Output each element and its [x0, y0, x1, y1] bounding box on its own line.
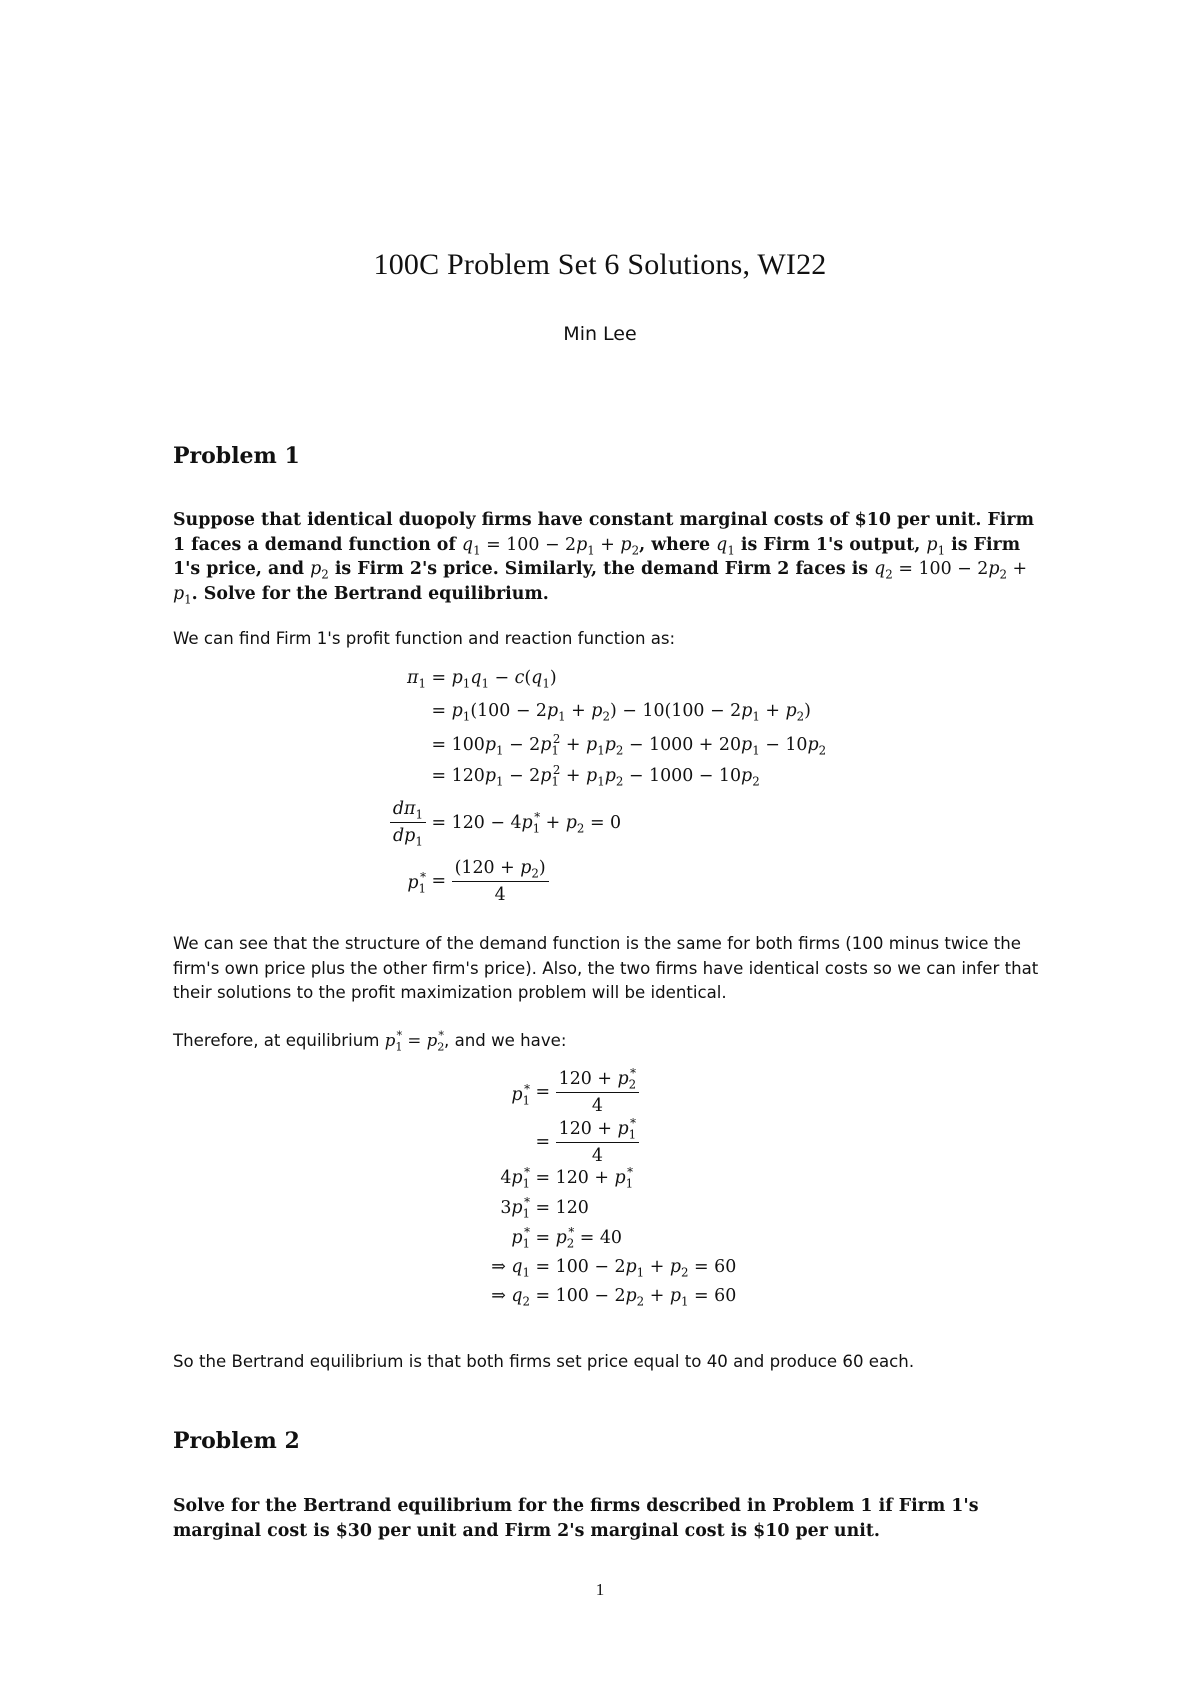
eq-rhs: = $100 - 2p_1 + p_2 = 60$	[530, 1257, 737, 1280]
eq-rhs: = $120 - 4p_1^* + p_2 = 0$	[426, 810, 622, 836]
eq-rhs: = $p_1(100 - 2p_1 + p_2) - 10(100 - 2p_1 + p_2)$	[426, 701, 811, 724]
demand-eq-firm1: $q_1 = 100 - 2p_1 + p_2$	[461, 534, 640, 557]
problem-1-heading: Problem 1	[173, 443, 300, 469]
problem-2-heading: Problem 2	[173, 1428, 300, 1454]
eq-rhs: = $p_2^* = 40$	[530, 1225, 622, 1251]
eq-lhs: $4p_1^*$	[500, 1165, 531, 1191]
eq-rhs: = $120p_1 - 2p_1^2 + p_1p_2 - 1000 - 10p_2$	[426, 763, 760, 789]
document-title: 100C Problem Set 6 Solutions, WI22	[373, 248, 827, 281]
profit-intro-text: We can find Firm 1's profit function and reaction function as:	[173, 629, 676, 648]
eq-lhs: $p_1^*$	[511, 1225, 531, 1251]
eq-rhs: = $\frac{(120 + p_2)}{4}$	[426, 855, 549, 908]
eq-lhs: $3p_1^*$	[500, 1195, 531, 1221]
eq-lhs: $p_1^*$	[407, 870, 427, 896]
explanation-text: We can see that the structure of the demand function is the same for both firms (100 minus twice the firm's own price plus the other firm's price). Also, the two firms have identical costs so we can infer that their solutions to the profit maximization problem will be identical.	[173, 934, 1039, 1002]
eq-lhs: ⇒ $q_2$	[491, 1286, 530, 1309]
problem-1-statement: Suppose that identical duopoly firms have constant marginal costs of $10 per unit. Firm 1 faces a demand function of $q_1 = 100 - 2p_1 + p_2$, where $q_1$ is Firm 1's output, $p_1$ is Firm 1's price, and $p_2$ is Firm 2's price. Similarly, the demand Firm 2 faces is $q_2 = 100 - 2p_2 + p_1$. Solve for the Bertrand equilibrium.	[173, 510, 1034, 606]
eq-lhs: $\frac{d\pi_1}{dp_1}$	[360, 796, 426, 849]
demand-eq-firm2: $q_2 = 100 - 2p_2 + p_1$	[173, 559, 1028, 606]
eq-rhs: = $100 - 2p_2 + p_1 = 60$	[530, 1286, 737, 1309]
eq-lhs: ⇒ $q_1$	[491, 1257, 530, 1280]
author-name: Min Lee	[563, 323, 637, 345]
eq-rhs: = $100p_1 - 2p_1^2 + p_1p_2 - 1000 + 20p_1 - 10p_2$	[426, 732, 827, 758]
eq-lhs: $p_1^*$	[511, 1082, 531, 1108]
eq-lhs: $\pi_1$	[407, 668, 426, 691]
conclusion-text: So the Bertrand equilibrium is that both firms set price equal to 40 and produce 60 each.	[173, 1352, 915, 1371]
problem-2-statement: Solve for the Bertrand equilibrium for the firms described in Problem 1 if Firm 1's marginal cost is $30 per unit and Firm 2's marginal cost is $10 per unit.	[173, 1496, 979, 1541]
page-number: 1	[595, 1580, 605, 1599]
eq-rhs: = $p_1q_1 - c(q_1)$	[426, 668, 557, 691]
eq-rhs: = $\frac{120 + p_1^*}{4}$	[530, 1116, 639, 1169]
therefore-text: Therefore, at equilibrium $p_1^* = p_2^*$, and we have:	[173, 1029, 567, 1054]
eq-rhs: = $120 + p_1^*$	[530, 1165, 634, 1191]
eq-rhs: = $\frac{120 + p_2^*}{4}$	[530, 1066, 639, 1119]
eq-rhs: = 120	[530, 1198, 589, 1218]
